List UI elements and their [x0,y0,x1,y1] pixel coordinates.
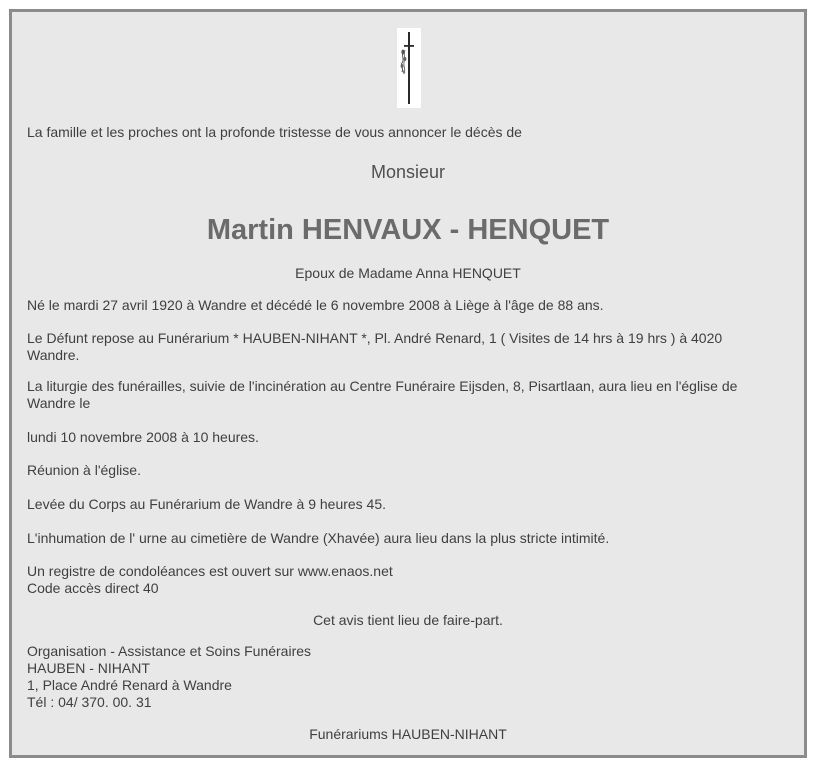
ceremony-date: lundi 10 novembre 2008 à 10 heures. [27,429,259,445]
inhumation-text: L'inhumation de l' urne au cimetière de Wandre (Xhavée) aura lieu dans la plus stricte intimité. [27,530,610,546]
liturgy-text: La liturgie des funérailles, suivie de l'incinération au Centre Funéraire Eijsden, 8, Pisartlaan, aura lieu en l'église de Wandre le [27,378,738,411]
organisation-address: 1, Place André Renard à Wandre [27,677,232,693]
condolences-text: Un registre de condoléances est ouvert sur www.enaos.net [27,563,393,579]
organisation-name: HAUBEN - NIHANT [27,660,150,676]
cross-icon [397,28,421,108]
deceased-name: Martin HENVAUX - HENQUET [206,214,610,246]
meeting-text: Réunion à l'église. [27,462,141,478]
notice-text: Cet avis tient lieu de faire-part. [313,612,503,628]
intro-text: La famille et les proches ont la profonde tristesse de vous annoncer le décès de [27,124,522,140]
organisation-phone: Tél : 04/ 370. 00. 31 [27,694,152,710]
spouse-text: Epoux de Madame Anna HENQUET [295,265,521,281]
body-removal-text: Levée du Corps au Funérarium de Wandre à 9 heures 45. [27,496,387,512]
footer-text: Funérariums HAUBEN-NIHANT [309,726,507,742]
repose-text: Le Défunt repose au Funérarium * HAUBEN-NIHANT *, Pl. André Renard, 1 ( Visites de 14 hrs à 19 hrs ) à 4020 Wandre. [27,330,723,363]
organisation-line: Organisation - Assistance et Soins Funéraires [27,643,312,659]
obituary-card [9,9,807,758]
civility-title: Monsieur [370,162,446,182]
condolences-code: Code accès direct 40 [27,580,159,596]
birth-death-text: Né le mardi 27 avril 1920 à Wandre et décédé le 6 novembre 2008 à Liège à l'âge de 88 ans. [27,297,604,313]
